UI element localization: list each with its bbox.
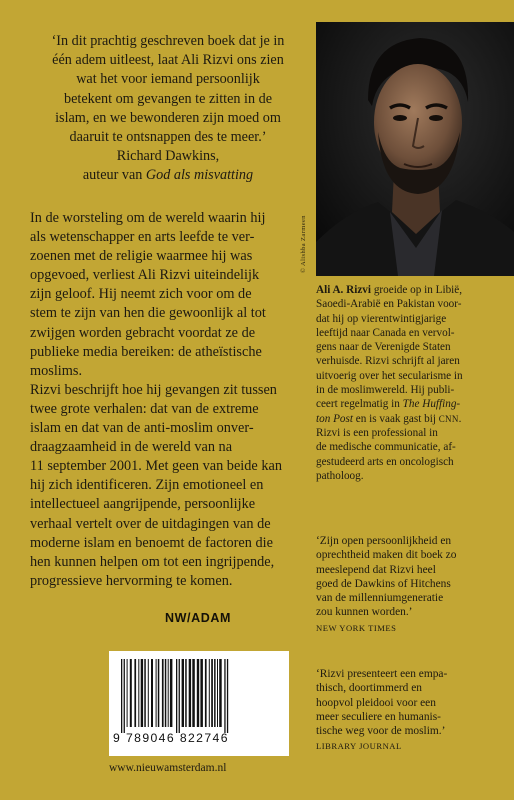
barcode-bars xyxy=(119,659,279,733)
bio-text: . xyxy=(458,412,462,425)
isbn-number: 9 789046 822746 xyxy=(113,731,229,745)
description-line: 11 september 2001. Met geen van beide kan xyxy=(30,458,282,475)
press-source: NEW YORK TIMES xyxy=(316,622,397,633)
description-line: zoenen met de religie waarmee hij was xyxy=(30,248,253,265)
description-line: zwijgen worden gebracht voordat ze de xyxy=(30,324,256,341)
press-quote-line: ‘Zijn open persoonlijkheid en xyxy=(316,535,452,547)
press-quote-line: goed de Dawkins of Hitchens xyxy=(316,577,451,590)
quote-line: wat het voor iemand persoonlijk xyxy=(76,71,260,88)
press-source: LIBRARY JOURNAL xyxy=(316,741,402,752)
barcode-bar xyxy=(209,659,210,727)
description-line: progressieve hervorming te komen. xyxy=(30,572,233,589)
barcode-bar xyxy=(165,659,167,727)
description-line: moslims. xyxy=(30,362,83,379)
press-quote-line: oprechtheid maken dit boek zo xyxy=(316,549,457,562)
bio-line: uitvoerig over het secularisme in xyxy=(316,369,463,382)
barcode-bar xyxy=(214,659,216,727)
photo-credit: © Alishba Zarmeen xyxy=(300,215,307,273)
role-prefix: auteur van xyxy=(82,167,146,184)
isbn-barcode xyxy=(109,651,289,756)
bio-line: dat hij op vierentwintigjarige xyxy=(316,312,447,325)
barcode-bar xyxy=(205,659,207,727)
barcode-bar xyxy=(170,659,173,727)
press-quote-line: van de millenniumgeneratie xyxy=(316,592,444,605)
publisher-website: www.nieuwamsterdam.nl xyxy=(109,762,227,774)
barcode-bar xyxy=(227,659,228,733)
bio-line: in de moslimwereld. Hij publi- xyxy=(316,384,455,397)
barcode-bar xyxy=(176,659,177,733)
barcode-bar xyxy=(168,659,169,727)
press-quote-line: ‘Rizvi presenteert een empa- xyxy=(316,668,448,680)
description-line: moderne islam en benoemt de factoren die xyxy=(30,534,273,551)
bio-line: Rizvi is een professional in xyxy=(316,426,438,439)
barcode-bar xyxy=(217,659,218,727)
quote-line: betekent om gevangen te zitten in de xyxy=(63,90,272,107)
barcode-bar xyxy=(182,659,184,727)
bio-line xyxy=(316,283,504,297)
quote-author: Richard Dawkins, xyxy=(116,148,220,165)
press-quote-library-journal xyxy=(316,667,506,754)
barcode-bar xyxy=(179,659,180,733)
description-line: opgevoed, verliest Ali Rizvi uiteindelijk xyxy=(30,267,260,284)
barcode-bar xyxy=(211,659,213,727)
bio-line: Saoedi-Arabië en Pakistan voor- xyxy=(316,298,462,311)
author-name: Ali A. Rizvi xyxy=(316,284,372,296)
bio-line xyxy=(316,412,504,426)
barcode-bar xyxy=(138,659,139,727)
bio-line xyxy=(316,397,504,411)
press-quote-line: thisch, doortimmerd en xyxy=(316,682,422,695)
press-quote-line: tische weg voor de moslim.’ xyxy=(316,725,446,738)
description-line: intellectueel aangrijpende, persoonlijke xyxy=(30,496,256,513)
dawkins-quote xyxy=(30,32,306,186)
description-line: In de worsteling om de wereld waarin hij xyxy=(30,210,266,226)
barcode-bar xyxy=(127,659,128,727)
barcode-bar xyxy=(156,659,157,727)
barcode-bar xyxy=(200,659,203,727)
description-line: Rizvi beschrijft hoe hij gevangen zit tussen xyxy=(30,381,277,398)
description-line: hij zich identificeren. Zijn emotioneel en xyxy=(30,477,264,494)
bio-line: gens naar de Verenigde Staten xyxy=(316,341,451,354)
barcode-bar xyxy=(141,659,143,727)
barcode-bar xyxy=(185,659,187,727)
quote-author-role xyxy=(30,166,306,185)
press-quote-line: meer seculiere en humanis- xyxy=(316,710,441,723)
description-line: islam en dat van de anti-moslim onver- xyxy=(30,420,254,437)
network-name: CNN xyxy=(438,413,459,424)
bio-text: ceert regelmatig in xyxy=(316,398,403,411)
author-bio xyxy=(316,283,504,483)
description-line: verhaal vertelt over de uitdagingen van de xyxy=(30,515,271,532)
barcode-bar xyxy=(144,659,146,727)
barcode-bar xyxy=(158,659,160,727)
author-portrait-image xyxy=(316,22,514,276)
barcode-bar xyxy=(121,659,122,733)
barcode-bar xyxy=(130,659,132,727)
description-line: draagzaamheid in de wereld van na xyxy=(30,439,233,456)
press-quote-line: zou kunnen worden.’ xyxy=(316,606,413,619)
barcode-bar xyxy=(192,659,195,727)
barcode-bar xyxy=(197,659,199,727)
press-quote-line: meeslepend dat Rizvi heel xyxy=(316,563,436,576)
publication-name: ton Post xyxy=(316,412,353,425)
description-line: stem te zijn van hen die gewoonlijk al tot xyxy=(30,305,266,322)
barcode-bar xyxy=(124,659,125,733)
bio-line: patholoog. xyxy=(316,469,364,482)
barcode-bar xyxy=(162,659,164,727)
press-quote-line: hoopvol pleidooi voor een xyxy=(316,696,436,709)
publisher-logo: NW/ADAM xyxy=(165,611,231,625)
barcode-bar xyxy=(148,659,149,727)
bio-line: verhuisde. Rizvi schrijft al jaren xyxy=(316,355,460,368)
description-line: als wetenschapper en arts leefde te ver- xyxy=(30,229,255,246)
press-quote-nyt xyxy=(316,534,506,635)
bio-line: leeftijd naar Canada en vervol- xyxy=(316,326,455,339)
description-line: zijn geloof. Hij neemt zich voor om de xyxy=(30,286,252,303)
quote-line: islam, en we bewonderen zijn moed om xyxy=(55,109,281,126)
bio-line: de medische communicatie, af- xyxy=(316,441,456,454)
barcode-bar xyxy=(224,659,225,733)
barcode-bar xyxy=(151,659,153,727)
description-line: publieke media bereiken: de atheïstische xyxy=(30,343,262,360)
barcode-bar xyxy=(189,659,191,727)
author-photo xyxy=(316,22,514,276)
quote-line: ‘In dit prachtig geschreven boek dat je in xyxy=(51,33,285,49)
barcode-bar xyxy=(219,659,222,727)
book-title: God als misvatting xyxy=(145,167,254,184)
bio-line: gestudeerd arts en oncologisch xyxy=(316,455,454,468)
barcode-bar xyxy=(134,659,136,727)
publication-name: The Huffing- xyxy=(402,398,461,411)
description-line: hen kunnen helpen om tot een ingrijpende, xyxy=(30,553,275,570)
bio-text: groeide op in Libië, xyxy=(371,284,463,296)
quote-line: daaruit te ontsnappen des te meer.’ xyxy=(69,129,267,146)
quote-line: één adem uitleest, laat Ali Rizvi ons zien xyxy=(52,52,284,69)
book-description xyxy=(30,209,302,591)
bio-text: en is vaak gast bij xyxy=(352,412,439,425)
description-line: twee grote verhalen: dat van de extreme xyxy=(30,400,259,417)
